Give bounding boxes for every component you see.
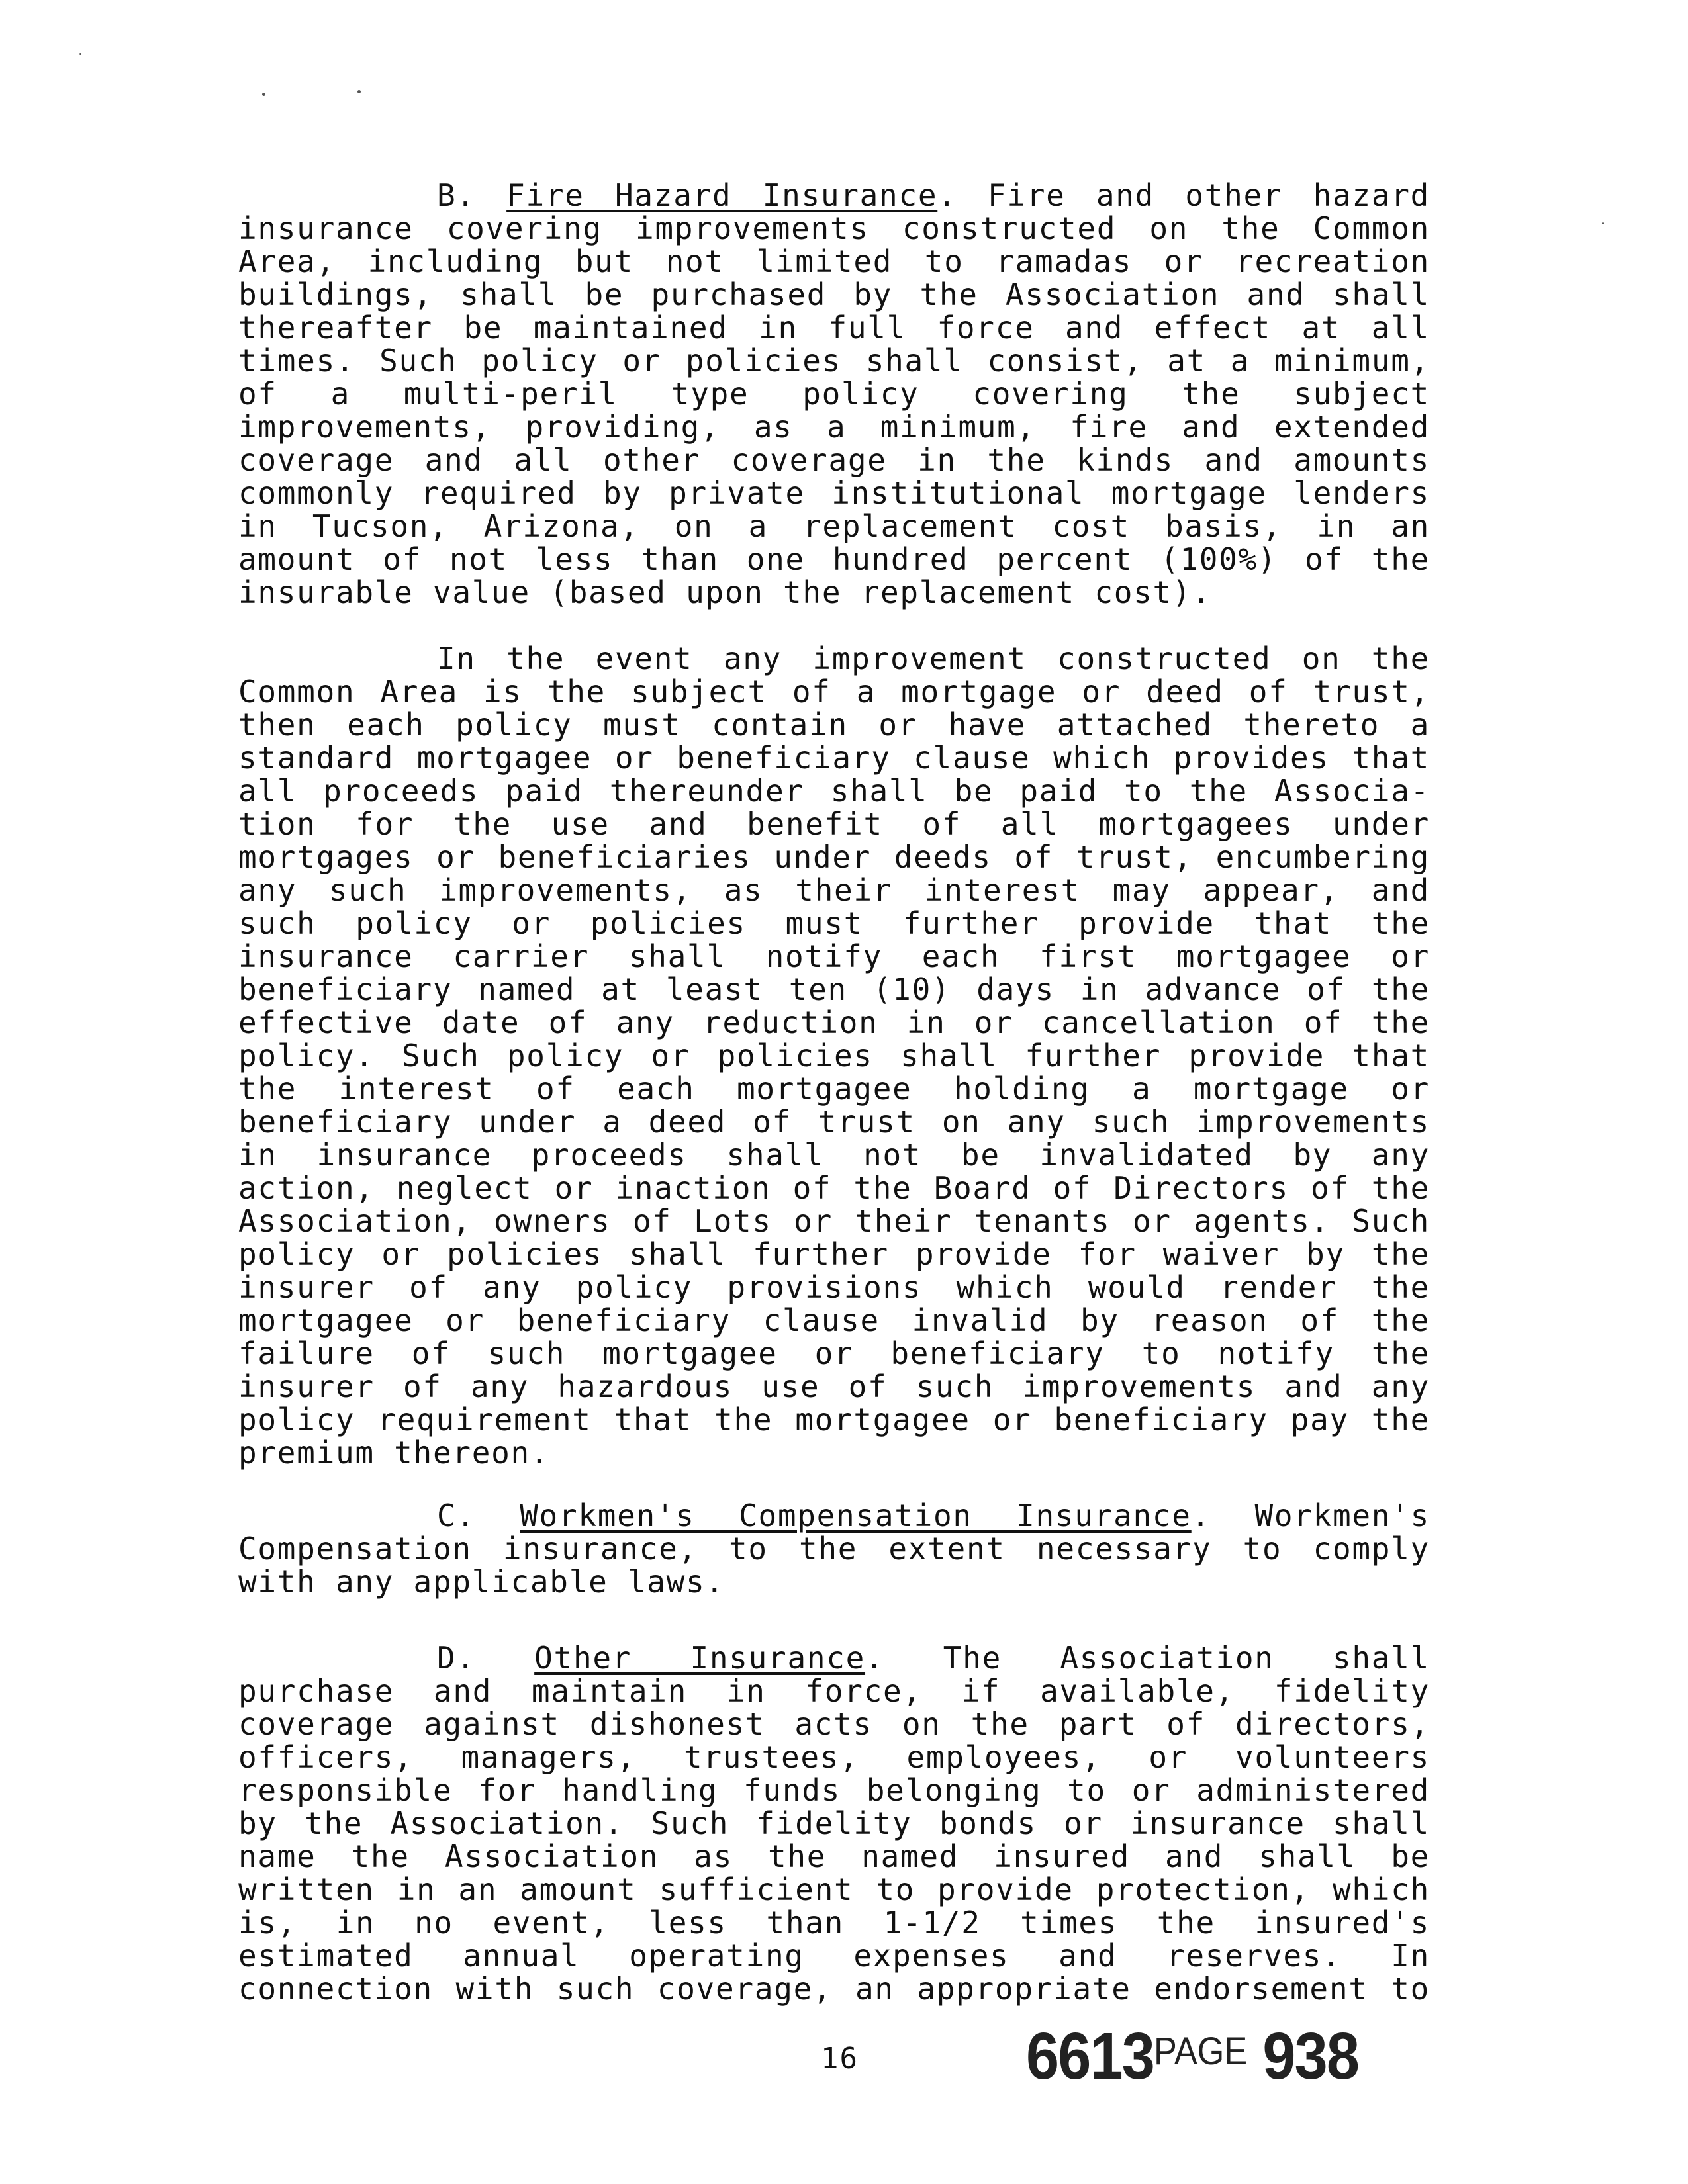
section-c-heading: Workmen's Compensation Insurance <box>520 1498 1192 1533</box>
scan-speck <box>79 53 81 55</box>
text-line: policy. Such policy or policies shall further provide that <box>238 1038 1430 1073</box>
page-number: 16 <box>821 2042 859 2075</box>
section-d-letter: D. <box>437 1640 476 1676</box>
text-line: tion for the use and benefit of all mortgagees under <box>238 806 1430 842</box>
text-line: commonly required by private institutional mortgage lenders <box>238 475 1430 511</box>
section-c-letter: C. <box>437 1498 476 1533</box>
section-b-first-line: B. Fire Hazard Insurance. Fire and other hazard <box>437 177 1430 213</box>
section-d-heading: Other Insurance <box>534 1640 866 1676</box>
text-line: in Tucson, Arizona, on a replacement cost basis, in an <box>238 508 1430 544</box>
scan-speck <box>262 93 265 96</box>
text-line: insurer of any hazardous use of such improvements and any <box>238 1369 1430 1404</box>
text-line: by the Association. Such fidelity bonds or insurance shall <box>238 1805 1430 1841</box>
text-line: name the Association as the named insured and shall be <box>238 1839 1430 1874</box>
text-line: failure of such mortgagee or beneficiary to notify the <box>238 1336 1430 1371</box>
text-line: connection with such coverage, an appropriate endorsement to <box>238 1971 1430 2007</box>
page-label: PAGE <box>1154 2030 1248 2073</box>
section-d-first-line: D. Other Insurance. The Association shall <box>437 1640 1430 1676</box>
text-line: improvements, providing, as a minimum, fire and extended <box>238 409 1430 445</box>
text-line: purchase and maintain in force, if available, fidelity <box>238 1673 1430 1709</box>
text-line: In the event any improvement constructed on the <box>437 641 1430 676</box>
scan-speck <box>357 90 361 93</box>
text-line: is, in no event, less than 1-1/2 times the insured's <box>238 1905 1430 1940</box>
text-line: such policy or policies must further provide that the <box>238 905 1430 941</box>
text-line: thereafter be maintained in full force and effect at all <box>238 310 1430 345</box>
section-d-paragraph <box>238 1641 1430 2005</box>
text-line: written in an amount sufficient to provide protection, which <box>238 1872 1430 1907</box>
text-line: standard mortgagee or beneficiary clause which provides that <box>238 740 1430 776</box>
section-c-paragraph <box>238 1499 1430 1598</box>
text-line: coverage against dishonest acts on the part of directors, <box>238 1706 1430 1742</box>
text-line: all proceeds paid thereunder shall be paid to the Associa- <box>238 773 1430 809</box>
text-line: any such improvements, as their interest may appear, and <box>238 872 1430 908</box>
text-line: the interest of each mortgagee holding a mortgage or <box>238 1071 1430 1107</box>
text-line: Association, owners of Lots or their tenants or agents. Such <box>238 1203 1430 1239</box>
text-line: in insurance proceeds shall not be invalidated by any <box>238 1137 1430 1173</box>
text-line: premium thereon. <box>238 1435 550 1471</box>
text-line: policy or policies shall further provide for waiver by the <box>238 1236 1430 1272</box>
text-line: with any applicable laws. <box>238 1564 725 1600</box>
stamp-page-number: 938 <box>1262 2019 1359 2093</box>
text-line: effective date of any reduction in or cancellation of the <box>238 1005 1430 1040</box>
section-b-paragraph <box>238 179 1430 609</box>
text-line: mortgages or beneficiaries under deeds of trust, encumbering <box>238 839 1430 875</box>
text-line: insurable value (based upon the replacement cost). <box>238 574 1211 610</box>
text-line: policy requirement that the mortgagee or beneficiary pay the <box>238 1402 1430 1437</box>
text-line: insurance covering improvements constructed on the Common <box>238 210 1430 246</box>
text-line: coverage and all other coverage in the kinds and amounts <box>238 442 1430 478</box>
scan-speck <box>1602 222 1604 224</box>
text-line: action, neglect or inaction of the Board of Directors of the <box>238 1170 1430 1206</box>
text-line: officers, managers, trustees, employees, or volunteers <box>238 1739 1430 1775</box>
text-line: insurance carrier shall notify each first mortgagee or <box>238 938 1430 974</box>
text-line: responsible for handling funds belonging to or administered <box>238 1772 1430 1808</box>
text-line: Compensation insurance, to the extent necessary to comply <box>238 1531 1430 1567</box>
text-line: insurer of any policy provisions which would render the <box>238 1269 1430 1305</box>
text-line: beneficiary named at least ten (10) days in advance of the <box>238 972 1430 1007</box>
text-line: amount of not less than one hundred percent (100%) of the <box>238 541 1430 577</box>
section-b-continuation-paragraph <box>238 642 1430 1469</box>
recording-stamp <box>1026 2019 1358 2095</box>
text-line: Area, including but not limited to ramadas or recreation <box>238 244 1430 279</box>
text-line: Common Area is the subject of a mortgage or deed of trust, <box>238 674 1430 709</box>
text-line: of a multi-peril type policy covering the subject <box>238 376 1430 412</box>
text-line: buildings, shall be purchased by the Association and shall <box>238 277 1430 312</box>
section-c-first-line: C. Workmen's Compensation Insurance. Workmen's <box>437 1498 1430 1533</box>
text-line: times. Such policy or policies shall consist, at a minimum, <box>238 343 1430 379</box>
section-b-heading: Fire Hazard Insurance <box>506 177 938 213</box>
section-b-letter: B. <box>437 177 476 213</box>
text-line: beneficiary under a deed of trust on any such improvements <box>238 1104 1430 1140</box>
text-line: estimated annual operating expenses and reserves. In <box>238 1938 1430 1974</box>
text-line: mortgagee or beneficiary clause invalid by reason of the <box>238 1302 1430 1338</box>
book-number: 6613 <box>1026 2019 1154 2093</box>
text-line: then each policy must contain or have attached thereto a <box>238 707 1430 743</box>
